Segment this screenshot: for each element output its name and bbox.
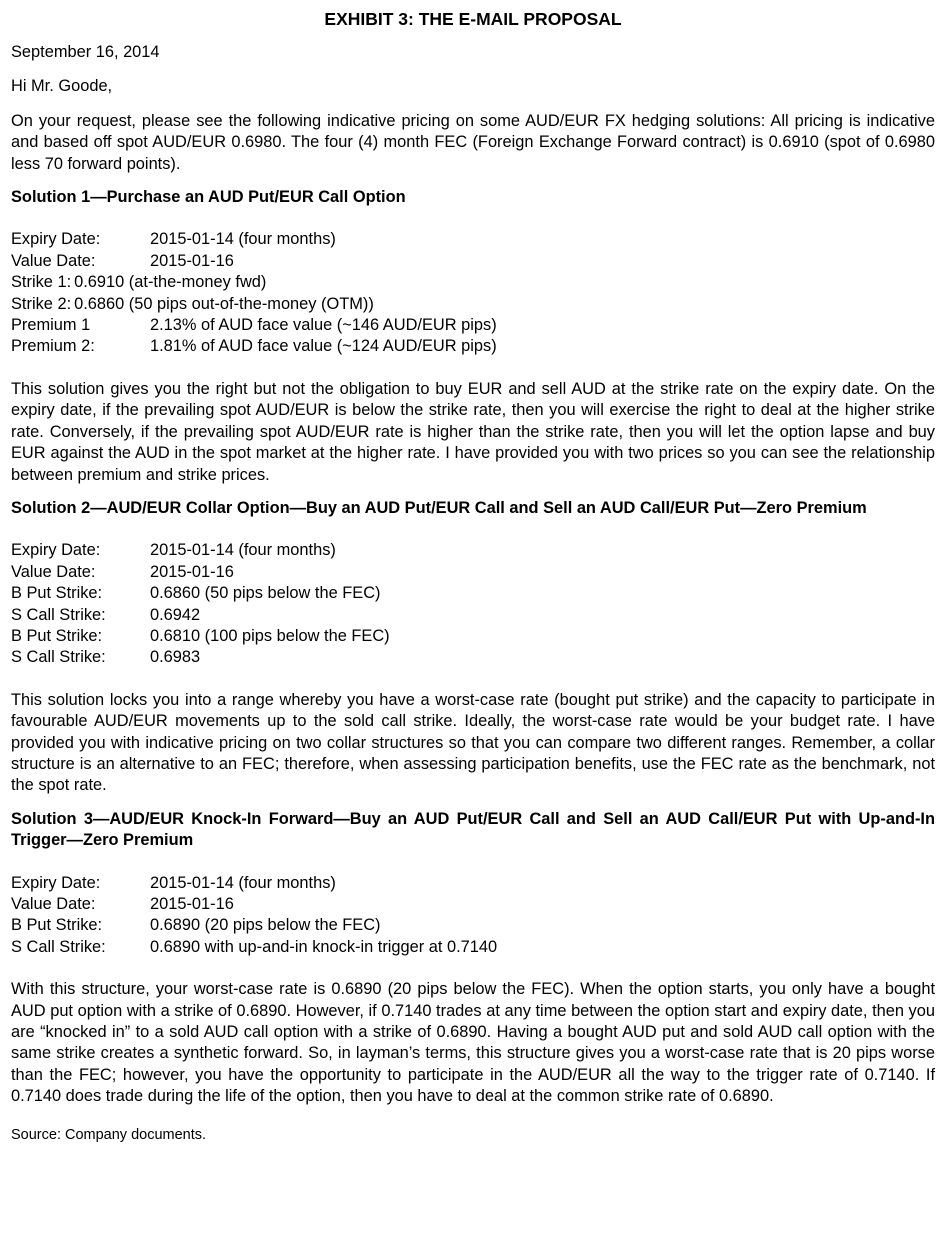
solution-2-specs bbox=[11, 540, 935, 668]
spec-row bbox=[11, 562, 935, 583]
spec-label: Expiry Date: bbox=[11, 873, 101, 892]
spec-value: 0.6910 (at-the-money fwd) bbox=[74, 273, 267, 292]
intro-paragraph: On your request, please see the following indicative pricing on some AUD/EUR FX hedging solutions: All pricing is indicative and based off spot AUD/EUR 0.6980. The four (4) month FEC (Foreign Exchange Forward contract) is 0.6910 (spot of 0.6980 less 70 forward points). bbox=[11, 111, 935, 173]
solution-3-heading: Solution 3—AUD/EUR Knock-In Forward—Buy an AUD Put/EUR Call and Sell an AUD Call/EUR Put with Up-and-In Trigger—Zero Premium bbox=[11, 809, 935, 850]
spec-value: 0.6890 (20 pips below the FEC) bbox=[150, 916, 381, 935]
spec-value: 0.6942 bbox=[150, 605, 201, 624]
spec-label: Premium 1 bbox=[11, 316, 91, 335]
spec-label: S Call Strike: bbox=[11, 937, 106, 956]
spec-value: 2.13% of AUD face value (~146 AUD/EUR pips) bbox=[150, 316, 497, 335]
exhibit-title: EXHIBIT 3: THE E-MAIL PROPOSAL bbox=[324, 9, 622, 29]
spec-value: 0.6983 bbox=[150, 648, 201, 667]
spec-row bbox=[11, 915, 935, 936]
spec-label: S Call Strike: bbox=[11, 648, 106, 667]
spec-label: S Call Strike: bbox=[11, 605, 106, 624]
source-note: Source: Company documents. bbox=[11, 1126, 207, 1143]
spec-label: Value Date: bbox=[11, 251, 96, 270]
spec-value: 2015-01-14 (four months) bbox=[150, 541, 336, 560]
solution-1-description: This solution gives you the right but not the obligation to buy EUR and sell AUD at the strike rate on the expiry date. On the expiry date, if the prevailing spot AUD/EUR is below the strike rate, then you will exercise the right to deal at the higher strike rate. Conversely, if the prevailing spot AUD/EUR rate is higher than the strike rate, then you will let the option lapse and buy EUR against the AUD in the spot market at the higher rate. I have provided you with two prices so you can see the relationship between premium and strike prices. bbox=[11, 379, 935, 484]
spec-row bbox=[11, 294, 935, 315]
spec-row bbox=[11, 626, 935, 647]
spec-value: 1.81% of AUD face value (~124 AUD/EUR pips) bbox=[150, 337, 497, 356]
spec-label: Strike 1: bbox=[11, 273, 72, 292]
spec-value: 0.6860 (50 pips out-of-the-money (OTM)) bbox=[74, 294, 374, 313]
spec-row bbox=[11, 937, 935, 958]
spec-value: 2015-01-16 bbox=[150, 562, 234, 581]
spec-value: 2015-01-14 (four months) bbox=[150, 873, 336, 892]
spec-label: Expiry Date: bbox=[11, 541, 101, 560]
spec-value: 0.6890 with up-and-in knock-in trigger at 0.7140 bbox=[150, 937, 498, 956]
spec-label: B Put Strike: bbox=[11, 916, 103, 935]
spec-label: B Put Strike: bbox=[11, 626, 103, 645]
spec-label: B Put Strike: bbox=[11, 584, 103, 603]
greeting: Hi Mr. Goode, bbox=[11, 77, 113, 96]
spec-row bbox=[11, 229, 935, 250]
spec-row bbox=[11, 272, 935, 293]
spec-row bbox=[11, 647, 935, 668]
solution-2-description: This solution locks you into a range whereby you have a worst-case rate (bought put strike) and the capacity to participate in favourable AUD/EUR movements up to the sold call strike. Ideally, the worst-case rate would be your budget rate. I have provided you with indicative pricing on two collar structures so that you can compare two different ranges. Remember, a collar structure is an alternative to an FEC; therefore, when assessing participation benefits, use the FEC rate as the benchmark, not the spot rate. bbox=[11, 690, 935, 795]
spec-row bbox=[11, 583, 935, 604]
spec-row bbox=[11, 894, 935, 915]
spec-row bbox=[11, 540, 935, 561]
spec-row bbox=[11, 315, 935, 336]
solution-3-description: With this structure, your worst-case rate is 0.6890 (20 pips below the FEC). When the option starts, you only have a bought AUD put option with a strike of 0.6890. However, if 0.7140 trades at any time between the option start and expiry date, then you are “knocked in” to a sold AUD call option with a strike of 0.6890. Having a bought AUD put and sold AUD call option with the same strike creates a synthetic forward. So, in layman’s terms, this structure gives you a worst-case rate that is 20 pips worse than the FEC; however, you have the opportunity to participate in the AUD/EUR all the way to the trigger rate of 0.7140. If 0.7140 does trade during the life of the option, then you have to deal at the common strike rate of 0.6890. bbox=[11, 980, 935, 1106]
spec-value: 2015-01-16 bbox=[150, 895, 234, 913]
spec-label: Value Date: bbox=[11, 895, 96, 913]
spec-value: 2015-01-16 bbox=[150, 251, 234, 270]
spec-label: Premium 2: bbox=[11, 337, 95, 356]
spec-label: Value Date: bbox=[11, 562, 96, 581]
spec-value: 2015-01-14 (four months) bbox=[150, 230, 336, 249]
spec-row bbox=[11, 873, 935, 894]
solution-1-heading: Solution 1—Purchase an AUD Put/EUR Call Option bbox=[11, 188, 406, 207]
solution-1-specs bbox=[11, 229, 935, 357]
solution-2-heading: Solution 2—AUD/EUR Collar Option—Buy an AUD Put/EUR Call and Sell an AUD Call/EUR Put—Zero Premium bbox=[11, 498, 867, 517]
spec-row bbox=[11, 336, 935, 357]
solution-3-specs bbox=[11, 873, 935, 959]
spec-row bbox=[11, 605, 935, 626]
spec-row bbox=[11, 251, 935, 272]
email-date: September 16, 2014 bbox=[11, 43, 160, 61]
spec-value: 0.6810 (100 pips below the FEC) bbox=[150, 626, 390, 645]
spec-value: 0.6860 (50 pips below the FEC) bbox=[150, 584, 381, 603]
spec-label: Expiry Date: bbox=[11, 230, 101, 249]
spec-label: Strike 2: bbox=[11, 294, 72, 313]
